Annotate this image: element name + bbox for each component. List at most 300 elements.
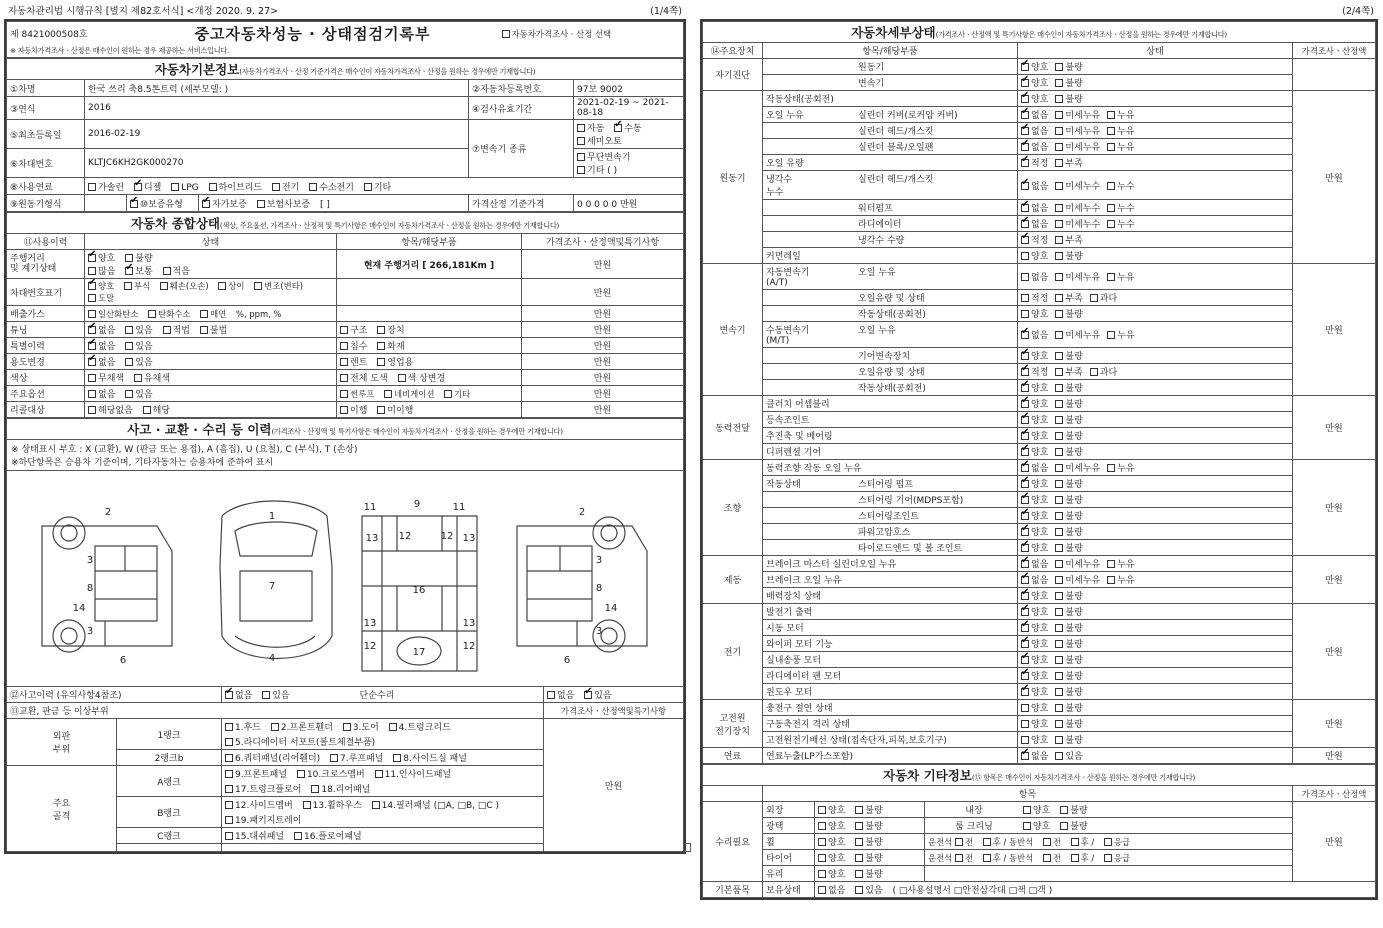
usage-yes-checkbox[interactable] xyxy=(125,358,133,366)
vinmark-different-checkbox[interactable] xyxy=(218,282,226,290)
color-changed-checkbox[interactable] xyxy=(398,374,406,382)
emission-co[interactable]: 일산화탄소 xyxy=(88,308,138,320)
frame-item-17[interactable]: 17.트렁크플로어 xyxy=(225,782,301,795)
detail-opt-1-7-1[interactable]: 미세누수 xyxy=(1055,217,1100,230)
detail-opt-6-0-0[interactable]: ✔ 양호 xyxy=(1021,605,1048,618)
detail-opt-2-5-1[interactable]: 부족 xyxy=(1055,365,1082,378)
panel-item-5[interactable]: 5.라디에이터 서포트(볼트체결부품) xyxy=(225,735,375,748)
detail-checkbox-2-0-2[interactable] xyxy=(1107,273,1115,281)
tire-bad-checkbox[interactable] xyxy=(855,854,863,862)
usage-none-checkbox[interactable] xyxy=(88,358,96,366)
vinmark-different[interactable]: 상이 xyxy=(218,280,244,292)
detail-checkbox-5-1-1[interactable] xyxy=(1055,576,1063,584)
detail-checkbox-4-2-0[interactable] xyxy=(1021,496,1029,504)
fuel-other-checkbox[interactable] xyxy=(364,183,372,191)
wheel-bad[interactable]: 불량 xyxy=(855,835,882,848)
special-none-checkbox[interactable] xyxy=(88,342,96,350)
frame-9-checkbox[interactable] xyxy=(225,770,233,778)
simplerepair-none[interactable]: 없음 xyxy=(547,688,574,701)
detail-checkbox-4-3-1[interactable] xyxy=(1055,512,1063,520)
detail-checkbox-3-2-0[interactable] xyxy=(1021,432,1029,440)
detail-opt-5-2-1[interactable]: 불량 xyxy=(1055,589,1082,602)
detail-opt-6-5-0[interactable]: ✔ 양호 xyxy=(1021,685,1048,698)
fuel-diesel-checkbox[interactable] xyxy=(134,183,142,191)
glass-bad[interactable]: 불량 xyxy=(855,867,882,880)
detail-opt-1-8-0[interactable]: ✔ 적정 xyxy=(1021,233,1048,246)
frame-11-checkbox[interactable] xyxy=(375,770,383,778)
detail-opt-2-3-0[interactable]: ✔ 없음 xyxy=(1021,328,1048,341)
panel-item-2[interactable]: 2.프론트휀더 xyxy=(271,720,333,733)
detail-opt-6-1-1[interactable]: 불량 xyxy=(1055,621,1082,634)
detail-checkbox-4-1-1[interactable] xyxy=(1055,480,1063,488)
detail-opt-4-4-1[interactable]: 불량 xyxy=(1055,525,1082,538)
vinmark-good[interactable]: ✔양호 xyxy=(88,280,114,292)
detail-opt-1-9-0[interactable]: 양호 xyxy=(1021,249,1048,262)
detail-checkbox-6-3-1[interactable] xyxy=(1055,656,1063,664)
detail-opt-3-1-1[interactable]: 불량 xyxy=(1055,413,1082,426)
detail-checkbox-1-4-0[interactable] xyxy=(1021,159,1029,167)
panel-1-checkbox[interactable] xyxy=(225,723,233,731)
tuning-structure-checkbox[interactable] xyxy=(340,326,348,334)
detail-opt-5-0-0[interactable]: ✔ 없음 xyxy=(1021,557,1048,570)
transmission-opt-manual[interactable]: ✔ 수동 xyxy=(614,121,641,134)
tuning-device[interactable]: 장치 xyxy=(377,323,404,336)
mileage-few[interactable]: 적음 xyxy=(163,264,190,277)
detail-opt-1-4-1[interactable]: 부족 xyxy=(1055,156,1082,169)
frame-17-checkbox[interactable] xyxy=(225,785,233,793)
tire-pos-1[interactable]: 전 xyxy=(955,852,973,864)
detail-checkbox-1-2-2[interactable] xyxy=(1107,127,1115,135)
fuel-opt-gasoline[interactable]: 가솔린 xyxy=(88,180,124,193)
detail-checkbox-6-4-0[interactable] xyxy=(1021,672,1029,680)
tuning-device-checkbox[interactable] xyxy=(377,326,385,334)
detail-checkbox-2-1-2[interactable] xyxy=(1090,294,1098,302)
detail-opt-8-0-0[interactable]: ✔ 없음 xyxy=(1021,749,1048,762)
glass-bad-checkbox[interactable] xyxy=(855,870,863,878)
detail-opt-7-1-1[interactable]: 불량 xyxy=(1055,717,1082,730)
mileage-many-checkbox[interactable] xyxy=(88,267,96,275)
frame-item-14[interactable]: 14.필러패널 (□A, □B, □C ) xyxy=(372,798,499,811)
options-other[interactable]: 기타 xyxy=(444,388,470,400)
detail-opt-4-3-1[interactable]: 불량 xyxy=(1055,509,1082,522)
basicitem-yes[interactable]: 있음 xyxy=(855,883,882,896)
detail-checkbox-7-1-0[interactable] xyxy=(1021,720,1029,728)
tuning-none-checkbox[interactable] xyxy=(88,326,96,334)
detail-checkbox-2-6-0[interactable] xyxy=(1021,384,1029,392)
detail-opt-3-1-0[interactable]: ✔ 양호 xyxy=(1021,413,1048,426)
detail-opt-4-5-0[interactable]: ✔ 양호 xyxy=(1021,541,1048,554)
detail-opt-7-1-0[interactable]: 양호 xyxy=(1021,717,1048,730)
options-none-checkbox[interactable] xyxy=(88,390,96,398)
detail-opt-5-1-0[interactable]: ✔ 없음 xyxy=(1021,573,1048,586)
detail-opt-4-3-0[interactable]: ✔ 양호 xyxy=(1021,509,1048,522)
frame-item-18[interactable]: 18.리어패널 xyxy=(311,782,370,795)
tire-pos-4[interactable]: 후 / xyxy=(1071,852,1095,864)
options-sunroof[interactable]: 썬루프 xyxy=(340,388,374,400)
detail-checkbox-2-3-2[interactable] xyxy=(1107,331,1115,339)
tuning-structure[interactable]: 구조 xyxy=(340,323,367,336)
fuel-lpg-checkbox[interactable] xyxy=(171,183,179,191)
accident-none[interactable]: ✔ 없음 xyxy=(225,688,252,701)
exterior-good[interactable]: 양호 xyxy=(818,803,845,816)
usage-rental[interactable]: 렌트 xyxy=(340,355,367,368)
detail-checkbox-2-6-1[interactable] xyxy=(1055,384,1063,392)
simplerepair-none-checkbox[interactable] xyxy=(547,691,555,699)
simplerepair-yes[interactable]: ✔ 있음 xyxy=(584,688,611,701)
detail-opt-6-5-1[interactable]: 불량 xyxy=(1055,685,1082,698)
transmission-manual-checkbox[interactable] xyxy=(614,124,622,132)
special-fire-checkbox[interactable] xyxy=(377,342,385,350)
mileage-good[interactable]: ✔양호 xyxy=(88,251,115,264)
transmission-other-checkbox[interactable] xyxy=(577,166,585,174)
detail-checkbox-1-1-2[interactable] xyxy=(1107,111,1115,119)
tire-bad[interactable]: 불량 xyxy=(855,851,882,864)
detail-checkbox-8-0-1[interactable] xyxy=(1055,752,1063,760)
detail-checkbox-2-5-1[interactable] xyxy=(1055,368,1063,376)
detail-opt-2-5-2[interactable]: 과다 xyxy=(1090,365,1117,378)
special-none[interactable]: ✔ 없음 xyxy=(88,339,115,352)
vinmark-corrosion-checkbox[interactable] xyxy=(124,282,132,290)
detail-opt-4-1-0[interactable]: ✔ 양호 xyxy=(1021,477,1048,490)
detail-checkbox-2-1-1[interactable] xyxy=(1055,294,1063,302)
detail-opt-4-4-0[interactable]: ✔ 양호 xyxy=(1021,525,1048,538)
wheel-pos-2-checkbox[interactable] xyxy=(983,838,991,846)
detail-checkbox-5-2-0[interactable] xyxy=(1021,592,1029,600)
vinmark-corrosion[interactable]: 부식 xyxy=(124,280,150,292)
color-achromatic-checkbox[interactable] xyxy=(88,374,96,382)
wheel-pos-4[interactable]: 후 / xyxy=(1071,836,1095,848)
detail-opt-1-5-1[interactable]: 미세누수 xyxy=(1055,179,1100,192)
emission-hc[interactable]: 탄화수소 xyxy=(148,308,190,320)
wheel-pos-4-checkbox[interactable] xyxy=(1071,838,1079,846)
detail-checkbox-6-2-1[interactable] xyxy=(1055,640,1063,648)
detail-checkbox-5-2-1[interactable] xyxy=(1055,592,1063,600)
detail-checkbox-2-1-0[interactable] xyxy=(1021,294,1029,302)
detail-checkbox-2-4-0[interactable] xyxy=(1021,352,1029,360)
frame-item-10[interactable]: 10.크로스멤버 xyxy=(297,767,365,780)
detail-checkbox-3-1-0[interactable] xyxy=(1021,416,1029,424)
mileage-few-checkbox[interactable] xyxy=(163,267,171,275)
detail-checkbox-3-1-1[interactable] xyxy=(1055,416,1063,424)
interior-bad-checkbox[interactable] xyxy=(1060,806,1068,814)
tire-pos-3[interactable]: 전 xyxy=(1043,852,1061,864)
detail-checkbox-7-0-0[interactable] xyxy=(1021,704,1029,712)
transmission-opt-other[interactable]: 기타 ( ) xyxy=(577,163,617,176)
accident-yes[interactable]: 있음 xyxy=(262,688,289,701)
detail-checkbox-7-1-1[interactable] xyxy=(1055,720,1063,728)
options-sunroof-checkbox[interactable] xyxy=(340,390,348,398)
detail-opt-5-1-2[interactable]: 누유 xyxy=(1107,573,1134,586)
wheel-pos-1-checkbox[interactable] xyxy=(955,838,963,846)
transmission-opt-cvt[interactable]: 무단변속기 xyxy=(577,150,630,163)
detail-checkbox-1-2-0[interactable] xyxy=(1021,127,1029,135)
wheel-good[interactable]: 양호 xyxy=(818,835,845,848)
glass-good-checkbox[interactable] xyxy=(818,870,826,878)
wheel-pos-2[interactable]: 후 / 동반석 xyxy=(983,836,1034,848)
frame-item-19[interactable]: 19.패키지트레이 xyxy=(225,813,301,826)
vinmark-damage[interactable]: 훼손(오손) xyxy=(160,280,209,292)
simplerepair-yes-checkbox[interactable] xyxy=(584,691,592,699)
frame-item-13[interactable]: 13.휠하우스 xyxy=(303,798,362,811)
tire-pos-5[interactable]: 응급 xyxy=(1104,852,1130,864)
tire-good[interactable]: 양호 xyxy=(818,851,845,864)
glass-good[interactable]: 양호 xyxy=(818,867,845,880)
detail-checkbox-1-5-1[interactable] xyxy=(1055,182,1063,190)
frame-13-checkbox[interactable] xyxy=(303,801,311,809)
detail-opt-2-4-0[interactable]: ✔ 양호 xyxy=(1021,349,1048,362)
detail-opt-7-0-0[interactable]: 양호 xyxy=(1021,701,1048,714)
color-changed[interactable]: 색 상변경 xyxy=(398,371,446,384)
cleaning-good-checkbox[interactable] xyxy=(1023,822,1031,830)
detail-opt-3-0-1[interactable]: 불량 xyxy=(1055,397,1082,410)
frame-14-checkbox[interactable] xyxy=(372,801,380,809)
recall-yes[interactable]: 해당 xyxy=(143,403,170,416)
recall-yes-checkbox[interactable] xyxy=(143,406,151,414)
frame-item-9[interactable]: 9.프론트패널 xyxy=(225,767,287,780)
panel-item-7[interactable]: 7.루프패널 xyxy=(330,751,383,764)
fuel-opt-other[interactable]: 기타 xyxy=(364,180,391,193)
price-survey-checkbox[interactable] xyxy=(502,30,510,38)
detail-checkbox-6-0-0[interactable] xyxy=(1021,608,1029,616)
detail-checkbox-3-0-0[interactable] xyxy=(1021,400,1029,408)
detail-checkbox-3-2-1[interactable] xyxy=(1055,432,1063,440)
panel-7-checkbox[interactable] xyxy=(330,754,338,762)
exterior-bad-checkbox[interactable] xyxy=(855,806,863,814)
exterior-good-checkbox[interactable] xyxy=(818,806,826,814)
detail-checkbox-1-4-1[interactable] xyxy=(1055,159,1063,167)
vinmark-erased-checkbox[interactable] xyxy=(88,294,96,302)
detail-checkbox-1-3-2[interactable] xyxy=(1107,143,1115,151)
detail-checkbox-5-1-2[interactable] xyxy=(1107,576,1115,584)
detail-checkbox-2-2-0[interactable] xyxy=(1021,310,1029,318)
special-yes-checkbox[interactable] xyxy=(125,342,133,350)
mileage-good-checkbox[interactable] xyxy=(88,254,96,262)
basicitem-yes-checkbox[interactable] xyxy=(855,886,863,894)
basicitem-none[interactable]: 없음 xyxy=(818,883,845,896)
detail-checkbox-0-1-1[interactable] xyxy=(1055,79,1063,87)
vinmark-altered[interactable]: 변조(변타) xyxy=(254,280,303,292)
frame-item-15[interactable]: 15.대쉬패널 xyxy=(225,829,284,842)
detail-checkbox-0-1-0[interactable] xyxy=(1021,79,1029,87)
detail-opt-0-0-0[interactable]: ✔ 양호 xyxy=(1021,60,1048,73)
detail-checkbox-7-2-0[interactable] xyxy=(1021,736,1029,744)
panel-4-checkbox[interactable] xyxy=(389,723,397,731)
interior-good[interactable]: 양호 xyxy=(1023,803,1050,816)
frame-item-16[interactable]: 16.플로어패널 xyxy=(294,829,362,842)
special-fire[interactable]: 화재 xyxy=(377,339,404,352)
detail-opt-6-4-1[interactable]: 불량 xyxy=(1055,669,1082,682)
detail-checkbox-5-0-2[interactable] xyxy=(1107,560,1115,568)
detail-checkbox-6-1-1[interactable] xyxy=(1055,624,1063,632)
mileage-normal[interactable]: ✔ 보통 xyxy=(125,264,152,277)
detail-checkbox-4-0-0[interactable] xyxy=(1021,464,1029,472)
detail-checkbox-4-1-0[interactable] xyxy=(1021,480,1029,488)
wheel-pos-3[interactable]: 전 xyxy=(1043,836,1061,848)
detail-opt-1-0-1[interactable]: 불량 xyxy=(1055,92,1082,105)
detail-checkbox-1-7-2[interactable] xyxy=(1107,220,1115,228)
detail-checkbox-3-3-1[interactable] xyxy=(1055,448,1063,456)
accident-none-checkbox[interactable] xyxy=(225,691,233,699)
fuel-hybrid-checkbox[interactable] xyxy=(209,183,217,191)
polish-good[interactable]: 양호 xyxy=(818,819,845,832)
detail-checkbox-4-0-1[interactable] xyxy=(1055,464,1063,472)
detail-opt-1-5-0[interactable]: ✔없음 xyxy=(1021,179,1048,192)
usage-commercial[interactable]: 영업용 xyxy=(377,355,413,368)
detail-opt-2-0-1[interactable]: 미세누유 xyxy=(1055,270,1100,283)
detail-opt-6-2-0[interactable]: ✔ 양호 xyxy=(1021,637,1048,650)
detail-checkbox-2-3-1[interactable] xyxy=(1055,331,1063,339)
usage-none[interactable]: ✔ 없음 xyxy=(88,355,115,368)
detail-checkbox-3-0-1[interactable] xyxy=(1055,400,1063,408)
detail-opt-1-0-0[interactable]: ✔ 양호 xyxy=(1021,92,1048,105)
detail-opt-2-2-0[interactable]: 양호 xyxy=(1021,307,1048,320)
warranty-self-checkbox[interactable] xyxy=(202,200,210,208)
cleaning-good[interactable]: 양호 xyxy=(1023,819,1050,832)
special-flood-checkbox[interactable] xyxy=(340,342,348,350)
options-navigation-checkbox[interactable] xyxy=(384,390,392,398)
detail-opt-1-1-2[interactable]: 누유 xyxy=(1107,108,1134,121)
detail-checkbox-4-4-1[interactable] xyxy=(1055,528,1063,536)
detail-checkbox-1-6-0[interactable] xyxy=(1021,204,1029,212)
frame-item-11[interactable]: 11.인사이드패널 xyxy=(375,767,451,780)
detail-opt-5-0-1[interactable]: 미세누유 xyxy=(1055,557,1100,570)
detail-opt-7-2-0[interactable]: 양호 xyxy=(1021,733,1048,746)
special-flood[interactable]: 침수 xyxy=(340,339,367,352)
detail-checkbox-1-7-1[interactable] xyxy=(1055,220,1063,228)
detail-opt-2-1-1[interactable]: 부족 xyxy=(1055,291,1082,304)
detail-opt-1-6-2[interactable]: 누수 xyxy=(1107,201,1134,214)
detail-opt-6-0-1[interactable]: 불량 xyxy=(1055,605,1082,618)
options-navigation[interactable]: 네비게이션 xyxy=(384,388,434,400)
tire-pos-2[interactable]: 후 / 동반석 xyxy=(983,852,1034,864)
wheel-pos-5-checkbox[interactable] xyxy=(1104,838,1112,846)
detail-opt-4-2-0[interactable]: ✔ 양호 xyxy=(1021,493,1048,506)
mileage-bad[interactable]: 불량 xyxy=(125,251,152,264)
detail-checkbox-3-3-0[interactable] xyxy=(1021,448,1029,456)
detail-checkbox-6-0-1[interactable] xyxy=(1055,608,1063,616)
detail-checkbox-6-5-1[interactable] xyxy=(1055,688,1063,696)
vinmark-damage-checkbox[interactable] xyxy=(160,282,168,290)
recall-na-checkbox[interactable] xyxy=(88,406,96,414)
basicitem-none-checkbox[interactable] xyxy=(818,886,826,894)
detail-opt-1-2-1[interactable]: 미세누유 xyxy=(1055,124,1100,137)
detail-opt-1-2-0[interactable]: ✔ 없음 xyxy=(1021,124,1048,137)
transmission-opt-semiauto[interactable]: 세미오토 xyxy=(577,134,622,147)
tire-pos-1-checkbox[interactable] xyxy=(955,854,963,862)
options-other-checkbox[interactable] xyxy=(444,390,452,398)
detail-checkbox-1-7-0[interactable] xyxy=(1021,220,1029,228)
panel-item-4[interactable]: 4.트렁크리드 xyxy=(389,720,451,733)
detail-opt-1-9-1[interactable]: 불량 xyxy=(1055,249,1082,262)
wheel-pos-5[interactable]: 응급 xyxy=(1104,836,1130,848)
detail-opt-5-0-2[interactable]: 누유 xyxy=(1107,557,1134,570)
color-chromatic[interactable]: 유채색 xyxy=(134,371,170,384)
detail-checkbox-1-0-1[interactable] xyxy=(1055,95,1063,103)
detail-checkbox-1-1-1[interactable] xyxy=(1055,111,1063,119)
emission-hc-checkbox[interactable] xyxy=(148,310,156,318)
vinmark-altered-checkbox[interactable] xyxy=(254,282,262,290)
fuel-gasoline-checkbox[interactable] xyxy=(88,183,96,191)
detail-opt-1-3-1[interactable]: 미세누유 xyxy=(1055,140,1100,153)
detail-opt-3-0-0[interactable]: ✔ 양호 xyxy=(1021,397,1048,410)
emission-smoke-checkbox[interactable] xyxy=(200,310,208,318)
detail-checkbox-6-5-0[interactable] xyxy=(1021,688,1029,696)
detail-opt-1-5-2[interactable]: 누수 xyxy=(1107,179,1134,192)
detail-opt-6-3-1[interactable]: 불량 xyxy=(1055,653,1082,666)
detail-checkbox-5-0-0[interactable] xyxy=(1021,560,1029,568)
detail-opt-2-4-1[interactable]: 불량 xyxy=(1055,349,1082,362)
detail-opt-2-3-1[interactable]: 미세누유 xyxy=(1055,328,1100,341)
color-chromatic-checkbox[interactable] xyxy=(134,374,142,382)
detail-opt-1-6-1[interactable]: 미세누수 xyxy=(1055,201,1100,214)
usage-rental-checkbox[interactable] xyxy=(340,358,348,366)
panel-6-checkbox[interactable] xyxy=(225,754,233,762)
detail-checkbox-2-4-1[interactable] xyxy=(1055,352,1063,360)
detail-checkbox-7-0-1[interactable] xyxy=(1055,704,1063,712)
fuel-hydrogen-checkbox[interactable] xyxy=(309,183,317,191)
detail-opt-4-0-0[interactable]: ✔ 없음 xyxy=(1021,461,1048,474)
interior-bad[interactable]: 불량 xyxy=(1060,803,1087,816)
accident-yes-checkbox[interactable] xyxy=(262,691,270,699)
mileage-bad-checkbox[interactable] xyxy=(125,254,133,262)
frame-16-checkbox[interactable] xyxy=(294,832,302,840)
panel-8-checkbox[interactable] xyxy=(393,754,401,762)
detail-opt-7-0-1[interactable]: 불량 xyxy=(1055,701,1082,714)
detail-opt-1-7-0[interactable]: ✔ 없음 xyxy=(1021,217,1048,230)
warranty-opt-insurance[interactable]: 보험사보증 xyxy=(257,197,310,210)
cleaning-bad[interactable]: 불량 xyxy=(1060,819,1087,832)
tire-good-checkbox[interactable] xyxy=(818,854,826,862)
detail-checkbox-6-1-0[interactable] xyxy=(1021,624,1029,632)
detail-opt-2-0-2[interactable]: 누유 xyxy=(1107,270,1134,283)
polish-good-checkbox[interactable] xyxy=(818,822,826,830)
frame-15-checkbox[interactable] xyxy=(225,832,233,840)
transmission-semiauto-checkbox[interactable] xyxy=(577,137,585,145)
detail-checkbox-1-9-1[interactable] xyxy=(1055,252,1063,260)
interior-good-checkbox[interactable] xyxy=(1023,806,1031,814)
mileage-normal-checkbox[interactable] xyxy=(125,267,133,275)
detail-opt-0-0-1[interactable]: 불량 xyxy=(1055,60,1082,73)
detail-checkbox-5-1-0[interactable] xyxy=(1021,576,1029,584)
detail-opt-3-3-1[interactable]: 불량 xyxy=(1055,445,1082,458)
detail-checkbox-4-3-0[interactable] xyxy=(1021,512,1029,520)
fuel-electric-checkbox[interactable] xyxy=(272,183,280,191)
polish-bad-checkbox[interactable] xyxy=(855,822,863,830)
detail-opt-7-2-1[interactable]: 불량 xyxy=(1055,733,1082,746)
vinmark-good-checkbox[interactable] xyxy=(88,282,96,290)
detail-opt-8-0-1[interactable]: 있음 xyxy=(1055,749,1082,762)
detail-opt-4-5-1[interactable]: 불량 xyxy=(1055,541,1082,554)
exterior-bad[interactable]: 불량 xyxy=(855,803,882,816)
detail-opt-3-3-0[interactable]: ✔ 양호 xyxy=(1021,445,1048,458)
tire-pos-5-checkbox[interactable] xyxy=(1104,854,1112,862)
detail-opt-6-3-0[interactable]: ✔ 양호 xyxy=(1021,653,1048,666)
usage-commercial-checkbox[interactable] xyxy=(377,358,385,366)
detail-opt-4-2-1[interactable]: 불량 xyxy=(1055,493,1082,506)
detail-opt-1-7-2[interactable]: 누수 xyxy=(1107,217,1134,230)
detail-checkbox-1-5-0[interactable] xyxy=(1021,182,1029,190)
detail-checkbox-8-0-0[interactable] xyxy=(1021,752,1029,760)
detail-checkbox-2-3-0[interactable] xyxy=(1021,331,1029,339)
detail-checkbox-0-0-1[interactable] xyxy=(1055,63,1063,71)
detail-opt-4-1-1[interactable]: 불량 xyxy=(1055,477,1082,490)
tire-pos-2-checkbox[interactable] xyxy=(983,854,991,862)
detail-checkbox-2-5-2[interactable] xyxy=(1090,368,1098,376)
detail-checkbox-4-5-0[interactable] xyxy=(1021,544,1029,552)
fuel-opt-lpg[interactable]: LPG xyxy=(171,182,198,193)
detail-checkbox-1-8-1[interactable] xyxy=(1055,236,1063,244)
detail-opt-4-0-2[interactable]: 누유 xyxy=(1107,461,1134,474)
